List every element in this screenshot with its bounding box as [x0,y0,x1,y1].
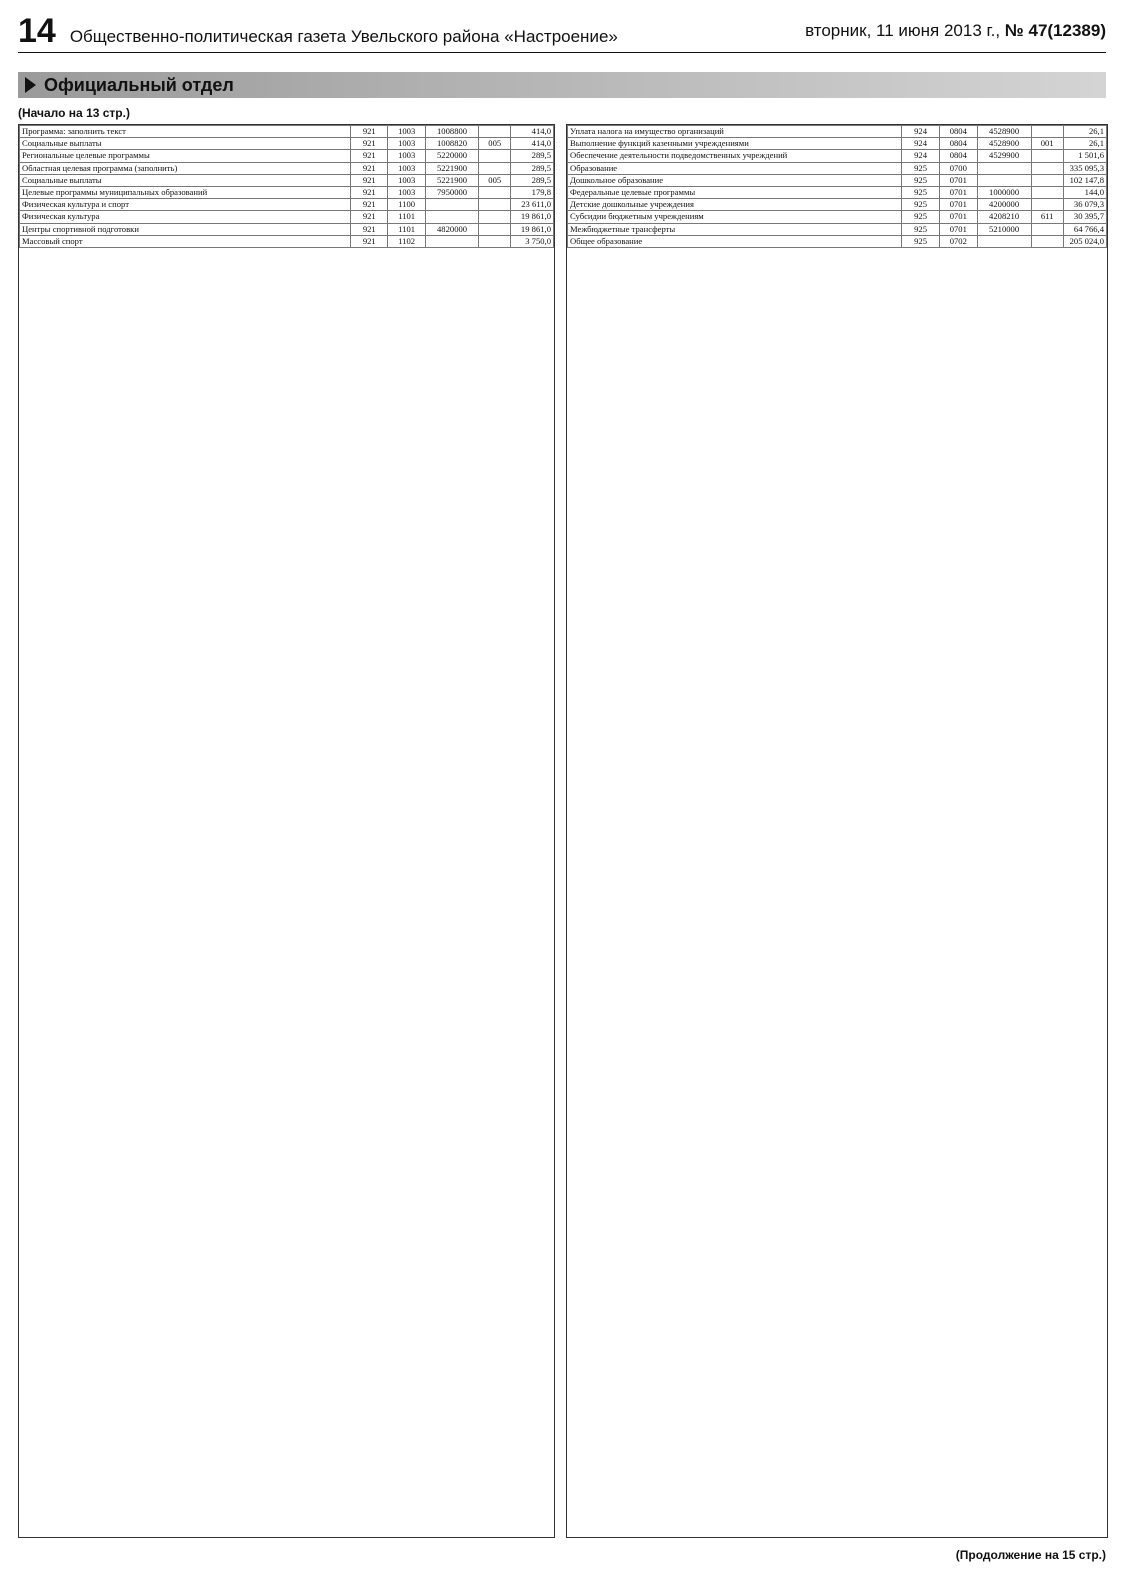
left-code2-cell: 1003 [388,138,425,150]
section-title: Официальный отдел [44,74,234,95]
right-table-row [568,150,1107,162]
left-name-cell: Массовый спорт [20,235,351,247]
right-code2-cell: 0804 [939,138,977,150]
right-name-cell: Межбюджетные трансферты [568,223,902,235]
issue-date: вторник, 11 июня 2013 г., [805,21,1001,40]
right-code2-cell: 0701 [939,211,977,223]
left-code3-cell: 7950000 [425,187,478,199]
right-code3-cell: 4528900 [977,138,1031,150]
left-table-row [20,138,554,150]
continuation-start-note: (Начало на 13 стр.) [18,106,130,120]
right-sum-cell: 30 395,7 [1063,211,1106,223]
left-name-cell: Региональные целевые программы [20,150,351,162]
left-code2-cell: 1003 [388,126,425,138]
left-name-cell: Программа: заполнить текст [20,126,351,138]
right-table-row [568,126,1107,138]
left-table-row [20,223,554,235]
right-code3-cell: 4200000 [977,199,1031,211]
right-code3-cell [977,162,1031,174]
newspaper-title: Общественно-политическая газета Увельского района «Настроение» [69,27,618,46]
right-code4-cell [1031,187,1063,199]
right-name-cell: Обеспечение деятельности подведомственных учреждений [568,150,902,162]
right-sum-cell: 102 147,8 [1063,174,1106,186]
left-code4-cell [479,187,511,199]
left-name-cell: Социальные выплаты [20,174,351,186]
left-code4-cell [479,211,511,223]
right-name-cell: Образование [568,162,902,174]
right-name-cell: Уплата налога на имущество организаций [568,126,902,138]
right-sum-cell: 64 766,4 [1063,223,1106,235]
left-table-row [20,187,554,199]
left-sum-cell: 289,5 [511,174,554,186]
right-code1-cell: 924 [902,150,940,162]
right-code4-cell: 001 [1031,138,1063,150]
right-table-body [568,126,1107,248]
right-sum-cell: 335 095,3 [1063,162,1106,174]
right-code3-cell: 1000000 [977,187,1031,199]
issue-info [805,21,1106,41]
right-code1-cell: 925 [902,223,940,235]
right-name-cell: Дошкольное образование [568,174,902,186]
right-sum-cell: 26,1 [1063,138,1106,150]
left-table-row [20,211,554,223]
left-code1-cell: 921 [351,126,388,138]
left-sum-cell: 19 861,0 [511,223,554,235]
right-code1-cell: 925 [902,235,940,247]
left-code4-cell: 005 [479,174,511,186]
issue-number: № 47(12389) [1004,21,1106,40]
left-name-cell: Областная целевая программа (заполнить) [20,162,351,174]
left-code3-cell [425,235,478,247]
left-code3-cell [425,199,478,211]
left-code1-cell: 921 [351,223,388,235]
right-code3-cell: 5210000 [977,223,1031,235]
left-name-cell: Физическая культура [20,211,351,223]
left-code1-cell: 921 [351,199,388,211]
right-table-grid [567,125,1107,248]
left-sum-cell: 23 611,0 [511,199,554,211]
left-code3-cell: 4820000 [425,223,478,235]
right-table-row [568,235,1107,247]
left-code2-cell: 1100 [388,199,425,211]
right-table-row [568,162,1107,174]
page-header [18,10,1106,53]
right-code1-cell: 925 [902,162,940,174]
left-sum-cell: 414,0 [511,138,554,150]
right-table-row [568,187,1107,199]
right-table-row [568,138,1107,150]
left-code2-cell: 1102 [388,235,425,247]
right-code4-cell [1031,126,1063,138]
right-code3-cell [977,235,1031,247]
left-code3-cell: 5221900 [425,174,478,186]
right-name-cell: Субсидии бюджетным учреждениям [568,211,902,223]
left-table-grid [19,125,554,248]
right-code3-cell: 4208210 [977,211,1031,223]
right-sum-cell: 1 501,6 [1063,150,1106,162]
right-code4-cell [1031,223,1063,235]
right-code2-cell: 0804 [939,126,977,138]
left-table-row [20,162,554,174]
right-code1-cell: 925 [902,187,940,199]
left-sum-cell: 19 861,0 [511,211,554,223]
right-code1-cell: 924 [902,138,940,150]
left-sum-cell: 179,8 [511,187,554,199]
page-number: 14 [18,12,56,50]
left-code2-cell: 1003 [388,162,425,174]
header-left [18,14,618,48]
right-code4-cell: 611 [1031,211,1063,223]
right-code2-cell: 0700 [939,162,977,174]
left-code3-cell [425,211,478,223]
left-sum-cell: 289,5 [511,162,554,174]
left-code4-cell [479,223,511,235]
right-budget-table [566,124,1108,1538]
left-code4-cell [479,235,511,247]
left-table-row [20,150,554,162]
left-table-row [20,199,554,211]
arrow-right-icon [25,77,36,93]
right-code1-cell: 924 [902,126,940,138]
left-sum-cell: 289,5 [511,150,554,162]
left-code4-cell [479,162,511,174]
left-code2-cell: 1101 [388,223,425,235]
right-code2-cell: 0701 [939,187,977,199]
left-code3-cell: 1008800 [425,126,478,138]
right-sum-cell: 26,1 [1063,126,1106,138]
right-table-row [568,223,1107,235]
left-budget-table [18,124,555,1538]
left-table-row [20,126,554,138]
left-code1-cell: 921 [351,150,388,162]
left-code1-cell: 921 [351,187,388,199]
left-table-row [20,235,554,247]
right-code1-cell: 925 [902,199,940,211]
right-sum-cell: 144,0 [1063,187,1106,199]
left-code1-cell: 921 [351,235,388,247]
right-code4-cell [1031,150,1063,162]
right-code2-cell: 0701 [939,174,977,186]
right-code4-cell [1031,235,1063,247]
left-name-cell: Целевые программы муниципальных образований [20,187,351,199]
right-code2-cell: 0804 [939,150,977,162]
right-code3-cell: 4529900 [977,150,1031,162]
right-code2-cell: 0701 [939,223,977,235]
right-code1-cell: 925 [902,211,940,223]
left-code2-cell: 1003 [388,150,425,162]
right-name-cell: Федеральные целевые программы [568,187,902,199]
right-code1-cell: 925 [902,174,940,186]
left-name-cell: Социальные выплаты [20,138,351,150]
right-table-row [568,199,1107,211]
right-name-cell: Детские дошкольные учреждения [568,199,902,211]
right-code2-cell: 0702 [939,235,977,247]
right-sum-cell: 36 079,3 [1063,199,1106,211]
right-table-row [568,211,1107,223]
right-code2-cell: 0701 [939,199,977,211]
left-code4-cell: 005 [479,138,511,150]
left-code2-cell: 1101 [388,211,425,223]
continuation-end-note: (Продолжение на 15 стр.) [955,1548,1106,1562]
right-table-row [568,174,1107,186]
right-code3-cell: 4528900 [977,126,1031,138]
right-name-cell: Общее образование [568,235,902,247]
left-code4-cell [479,126,511,138]
left-code4-cell [479,150,511,162]
left-code3-cell: 5220000 [425,150,478,162]
right-code4-cell [1031,174,1063,186]
left-sum-cell: 3 750,0 [511,235,554,247]
left-code1-cell: 921 [351,211,388,223]
left-code2-cell: 1003 [388,174,425,186]
left-code1-cell: 921 [351,162,388,174]
left-name-cell: Центры спортивной подготовки [20,223,351,235]
right-code4-cell [1031,199,1063,211]
left-code3-cell: 5221900 [425,162,478,174]
left-table-body [20,126,554,248]
left-code1-cell: 921 [351,174,388,186]
left-table-row [20,174,554,186]
left-code1-cell: 921 [351,138,388,150]
left-code4-cell [479,199,511,211]
left-sum-cell: 414,0 [511,126,554,138]
right-code4-cell [1031,162,1063,174]
left-code3-cell: 1008820 [425,138,478,150]
left-code2-cell: 1003 [388,187,425,199]
right-name-cell: Выполнение функций казенными учреждениями [568,138,902,150]
right-sum-cell: 205 024,0 [1063,235,1106,247]
left-name-cell: Физическая культура и спорт [20,199,351,211]
right-code3-cell [977,174,1031,186]
section-heading [18,72,1106,98]
